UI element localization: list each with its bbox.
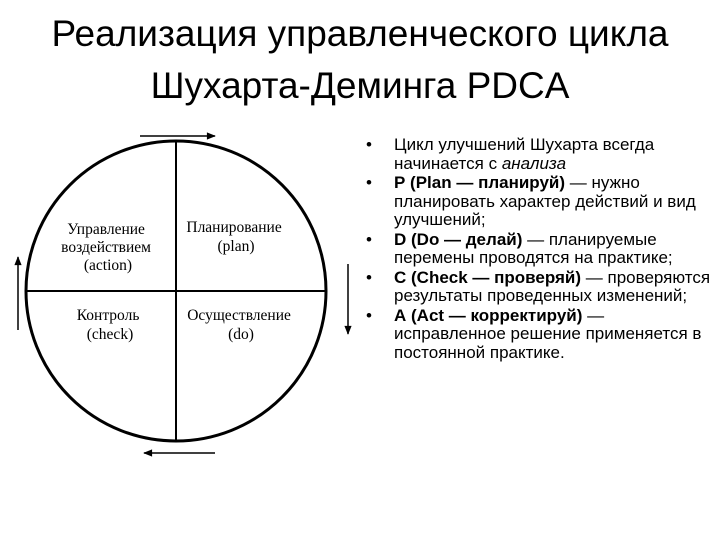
title-line-1: Реализация управленческого цикла — [51, 13, 669, 54]
quadrant-check-line-2: (check) — [86, 326, 134, 343]
bullet-lead: С (Check — проверяй) — [394, 267, 582, 287]
quadrant-act-line-1: Управлeние — [67, 221, 145, 238]
bullet-lead: Р (Plan — планируй) — [394, 173, 566, 192]
bullet-item-plan — [366, 174, 711, 230]
quadrant-act-line-2: воздействием — [61, 239, 151, 256]
bullet-lead: А (Act — корректируй) — [394, 305, 583, 325]
bullet-text: — нужно планировать характер действий и вид улучшений; — [394, 173, 696, 229]
slide-title — [0, 8, 720, 112]
bullet-text: Цикл улучшений Шухарта всегда начинается с — [394, 135, 655, 173]
bullet-item-act — [366, 307, 711, 363]
quadrant-check-line-1: Контроль — [76, 307, 140, 324]
quadrant-act-line-3: (action) — [83, 257, 133, 274]
pdca-diagram — [0, 120, 360, 480]
quadrant-plan-line-1: Планирование — [186, 219, 282, 236]
quadrant-plan — [186, 219, 285, 255]
bullet-emphasis: анализа — [501, 153, 567, 173]
bullet-text: — исправленное решение применяется в постоянной практике. — [394, 305, 702, 362]
quadrant-do-line-1: Осуществление — [187, 307, 291, 324]
quadrant-plan-line-2: (plan) — [217, 238, 255, 255]
quadrant-check — [77, 307, 144, 343]
quadrant-do — [187, 307, 295, 343]
bullet-item-check — [366, 269, 711, 306]
title-line-2: Шухарта-Деминга PDCA — [150, 65, 570, 106]
bullet-item-analysis — [366, 136, 711, 173]
bullet-text: — планируемые перемены проводятся на практике; — [394, 229, 673, 267]
quadrant-act — [61, 221, 155, 274]
quadrant-do-line-2: (do) — [228, 326, 254, 343]
bullet-text: — проверяются результаты проведенных изменений; — [394, 267, 711, 305]
pdca-bullet-list — [366, 136, 711, 363]
bullet-lead: D (Do — делай) — [394, 229, 523, 249]
bullet-item-do — [366, 231, 711, 268]
